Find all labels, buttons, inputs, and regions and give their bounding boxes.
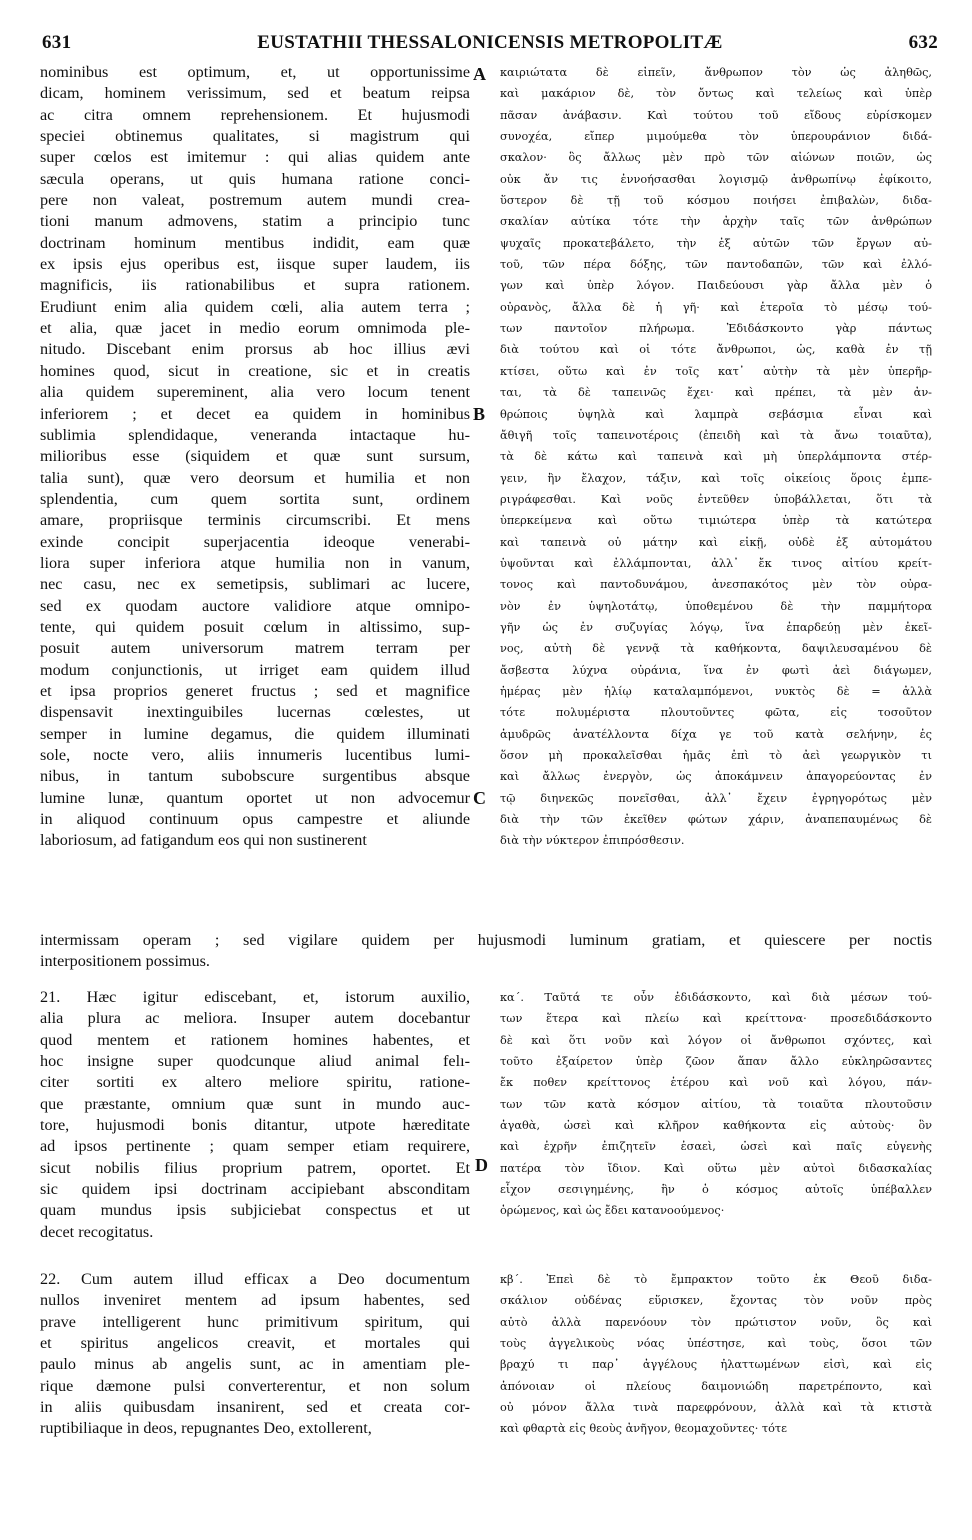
text-line: tioni manum admovens, statim a principio tunc xyxy=(40,212,470,231)
text-line: ἄσβεστα λύχνα οὐράνια, ἵνα ἐν φωτὶ ἀεὶ διάγωμεν, xyxy=(500,663,932,677)
text-line: lumine lunæ, quantum oportet ut non advocemur xyxy=(40,788,470,807)
text-line: βραχύ τι παρ᾽ ἀγγέλους ἠλαττωμένων εἰσὶ, καὶ εἰς xyxy=(500,1358,932,1372)
text-line: των τῶν κατὰ κόσμον αἰτίου, τὰ τοιαῦτα πλουτοῦσιν xyxy=(500,1097,932,1111)
text-line: nitudo. Discebant enim prorsus ab hoc illius ævi xyxy=(40,340,470,359)
text-line: nec casu, nec ex semetipsis, sublimari ac lucere, xyxy=(40,575,470,594)
text-line: καιριώτατα δὲ εἰπεῖν, ἄνθρωπον τὸν ὡς ἀληθῶς, xyxy=(500,66,932,79)
text-line: καὶ ἐχρῆν ἐπιζητεῖν ἐσαεὶ, ὡσεὶ καὶ παῖς εὐγενὴς xyxy=(500,1140,932,1154)
text-line: τοῦ, τῶν πέρα δόξης, τῶν παντοδαπῶν, τῶν καὶ ἐλλό- xyxy=(500,258,932,272)
text-line: dispensavit inextinguibiles lucernas cœlestes, ut xyxy=(40,703,470,722)
page-number-left: 631 xyxy=(42,32,72,53)
text-line: milioribus esse (siquidem et quæ sunt sursum, xyxy=(40,447,470,466)
text-line: ριγράφεσθαι. Καὶ νοῦς ἐντεῦθεν ὑποβάλλεται, ὅτι τὰ xyxy=(500,492,932,506)
text-line: modum conjunctionis, ut irriget eam quidem illud xyxy=(40,660,470,679)
text-line: posuit autem universorum matrem terram per xyxy=(40,639,470,658)
full-width-line-1: intermissam operam ; sed vigilare quidem per hujusmodi luminum gratiam, et quiescere per noctis xyxy=(40,931,932,949)
text-line: τοὺς ἀγγελικοὺς νόας ὑπέστησε, καὶ τοὺς, ὅσοι τῶν xyxy=(500,1337,932,1351)
text-line: ἔκ ποθεν κρείττονος ἑτέρου καὶ νοῦ καὶ λόγου, πάν- xyxy=(500,1076,932,1090)
text-line: amare, propriisque terminis circumscribi. Et mens xyxy=(40,511,470,530)
text-line: et spiritus angelicos creavit, et mortales qui xyxy=(40,1334,470,1353)
greek-column-top xyxy=(500,62,932,852)
text-line: συνοχέα, εἴπερ μιμούμεθα τὸν ὑπερουράνιον διδά- xyxy=(500,130,932,144)
text-line: splendentia, cum quem sortita sunt, ordinem xyxy=(40,489,470,508)
text-line: dicam, hominem verissimum, sed et beatum reipsa xyxy=(40,84,470,103)
page-number-right: 632 xyxy=(908,32,938,53)
text-line: nibus, in tantum subobscure surgentibus absque xyxy=(40,767,470,786)
text-line: οὐρανὸς, ἄλλα δὲ ἡ γῆ· καὶ ἑτεροῖα τὸ μέσῳ τού- xyxy=(500,300,932,314)
text-line: ὁρώμενος, καὶ ὡς ἔδει κατανοούμενος· xyxy=(500,1204,725,1218)
text-line: τοῦτο ἐξαίρετον ὑπὲρ ζῶον ἅπαν ἄλλο εὐκληρῶσαντες xyxy=(500,1055,932,1069)
latin-paragraph-21 xyxy=(40,987,470,1243)
full-width-line-2: interpositionem possimus. xyxy=(40,952,210,970)
text-line: decet recogitatus. xyxy=(40,1222,154,1241)
text-line: quod mentem et rationem homines habentes, et xyxy=(40,1030,470,1049)
text-line: super cœlos est imitemur : qui alias quidem ante xyxy=(40,148,470,167)
text-line: inferiorem ; et decet ea quidem in hominibus xyxy=(40,404,470,423)
section-marker-a: A xyxy=(473,64,486,84)
text-line: sicut nobilis filius proprium patrem, oportet. Et xyxy=(40,1158,470,1177)
text-line: tente, qui quidem posuit cœlum in altissimo, sup- xyxy=(40,617,470,636)
text-line: καὶ ταπεινὰ οὐ μάτην καὶ εἰκῇ, οὐδὲ ἐξ αὐτομάτου xyxy=(500,535,932,549)
text-line: paulo minus ab angelis sunt, ac in amentiam ple- xyxy=(40,1355,470,1374)
text-line: τὰ δὲ κάτω καὶ ταπεινὰ καὶ μὴ ὑπερλάμποντα στέρ- xyxy=(500,450,932,464)
text-line: pere non valeat, postremum autem mundi crea- xyxy=(40,191,470,210)
text-line: διὰ τὴν νύκτερον ἐπιπρόσθεσιν. xyxy=(500,834,685,848)
text-line: των ἕτερα καὶ πλείω καὶ κρείττονα· προσεδιδάσκοντο xyxy=(500,1012,932,1026)
section-marker-c: C xyxy=(473,788,486,808)
text-line: πᾶσαν ἀνάβασιν. Καὶ τούτου τοῦ εἴδους εὑρίσκομεν xyxy=(500,108,932,122)
text-line: ἀπόνοιαν οἱ πλείους δαιμονιώδη παρετρέποντο, καὶ xyxy=(500,1379,932,1393)
section-marker-b: B xyxy=(473,404,486,424)
text-line: δὲ καὶ ὅτι νοῦν καὶ λόγον οἱ ἄνθρωποι σχόντες, καὶ xyxy=(500,1033,932,1047)
text-line: semper in lumine degamus, die quidem illuminati xyxy=(40,724,470,743)
text-line: Erudiunt enim alia quidem cœli, alia autem terra ; xyxy=(40,297,470,316)
text-line: sole, nocte vero, aliis innumeris lucentibus lumi- xyxy=(40,746,470,764)
text-line: sed ex quodam auctore validiore atque omnipo- xyxy=(40,596,470,615)
text-line: 21. Hæc igitur ediscebant, et, istorum auxilio, xyxy=(40,988,470,1006)
text-line: doctrinam hominum mentibus indidit, eam quæ xyxy=(40,233,470,252)
text-line: homines quod, sicut in creatione, sic et in creatis xyxy=(40,361,470,380)
text-line: οὐκ ἄν τις ἐννοήσασθαι λογισμῷ ἀνθρωπίνῳ ἐφίκοιτο, xyxy=(500,172,932,186)
text-line: γειν, ἣν ἔλαχον, τάξιν, καὶ τοῖς οἰκείοις ὅροις ἐμπε- xyxy=(500,471,932,485)
text-line: καὶ φθαρτὰ εἰς θεοὺς ἀνῆγον, θεομαχοῦντες· τότε xyxy=(500,1422,788,1436)
text-line: νος, αὐτὴ δὲ γεννᾷ τὰ καθήκοντα, δαψιλευσαμένου δὲ xyxy=(500,642,932,656)
text-line: ac citra omnem reprehensionem. Et hujusmodi xyxy=(40,105,470,124)
text-line: κβ΄. Ἐπεὶ δὲ τὸ ἔμπρακτον τοῦτο ἐκ Θεοῦ διδα- xyxy=(500,1273,932,1286)
text-line: exinde concipit superjacentia ideoque venerabi- xyxy=(40,532,470,551)
text-line: hoc insigne super quodcunque aliud animal felı- xyxy=(40,1052,470,1071)
text-line: κα΄. Ταῦτά τε οὖν ἐδιδάσκοντο, καὶ διὰ μέσων τού- xyxy=(500,991,932,1004)
text-line: ἡμέρας μὲν ἡλίῳ καταλαμπόμενοι, νυκτὸς δὲ = ἀλλὰ xyxy=(500,684,932,698)
text-line: ὕστερον δὲ τῇ τοῦ κόσμου ποιήσει ἐπιβαλὼν, διδα- xyxy=(500,194,932,208)
text-line: in aliquod continuum opus campestre et aliunde xyxy=(40,810,470,829)
text-line: διὰ τούτου καὶ οἱ τότε ἄνθρωποι, ὡς, καθὰ ἐν τῇ xyxy=(500,343,932,357)
text-line: prave intelligerent hunc primitivum spiritum, qui xyxy=(40,1312,470,1331)
greek-paragraph-22 xyxy=(500,1269,932,1440)
text-line: ἄθιγῆ τοῖς ταπεινοτέροις (ἐπειδὴ καὶ τὰ ἄνω τοιαῦτα), xyxy=(500,428,932,442)
text-line: 22. Cum autem illud efficax a Deo documentum xyxy=(40,1270,470,1288)
text-line: liora super inferiora atque humilia non in vanum, xyxy=(40,553,470,572)
text-line: ex ipsis ejus operibus est, iisque super laudem, iis xyxy=(40,255,470,274)
text-line: ἀγαθὰ, ὡσεὶ καὶ κλῆρον καθήκοντα εἰς αὐτοὺς· ὃν xyxy=(500,1119,932,1133)
text-line: alia plura ac meliora. Insuper autem docebantur xyxy=(40,1009,470,1028)
running-header xyxy=(42,32,938,58)
text-line: sublimia splendidaque, veneranda intactaque hu- xyxy=(40,425,470,444)
latin-paragraph-22 xyxy=(40,1269,470,1440)
text-line: τότε πολυμέριστα πλουτοῦντες φῶτα, εἰς τοσοῦτον xyxy=(500,706,932,720)
greek-paragraph-21 xyxy=(500,987,932,1222)
text-line: γων καὶ ὑπὲρ λόγον. Παιδεύουσι γὰρ ἄλλα μὲν ὁ xyxy=(500,279,932,293)
text-line: nominibus est optimum, et, ut opportunissime xyxy=(40,63,470,81)
running-title: EUSTATHII THESSALONICENSIS METROPOLITÆ xyxy=(257,32,723,53)
text-line: in aliis quibusdam insanirent, sed et creata cor- xyxy=(40,1398,470,1417)
text-line: αὐτὸ ἀλλὰ παρενόουν τὸν πρώτιστον νοῦν, ὃς καὶ xyxy=(500,1315,932,1329)
text-line: speciei obtinemus qualitates, si magistrum qui xyxy=(40,127,470,146)
text-line: alia quidem supereminent, alia vero locum tenent xyxy=(40,383,470,402)
text-line: talia sunt), quæ vero deorsum et humilia et non xyxy=(40,468,470,487)
text-line: καὶ ἄλλως ἐνεργὸν, ὡς ἀποκάμνειν ἀπαγορεύοντας ἐν xyxy=(500,770,932,784)
text-line: et ipsa proprios generet fructus ; sed et magnifice xyxy=(40,681,470,700)
section-marker-d: D xyxy=(475,1155,488,1175)
text-line: nullos inveniret mentem ad ipsum habentes, sed xyxy=(40,1291,470,1310)
text-line: εἶχον σεσιγημένης, ἣν ὁ κόσμος αὐτοῖς ὑπέβαλλεν xyxy=(500,1183,932,1197)
text-line: τῷ διηνεκῶς πονεῖσθαι, ἀλλ᾽ ἔχειν ἐγρηγορότως μὲν xyxy=(500,791,932,805)
text-line: ὑπερκείμενα καὶ οὕτω τιμιώτερα ὑπὲρ τὰ κατώτερα xyxy=(500,514,932,528)
text-line: ruptibiliaque in deos, repugnantes Deo, extollerent, xyxy=(40,1419,372,1438)
latin-column-top xyxy=(40,62,470,852)
text-line: κτίσει, οὕτω καὶ ἐν τοῖς κατ᾽ αὐτὴν τὰ μὲν ὑπερῆρ- xyxy=(500,364,932,378)
text-line: σκάλιον οὐδένας εὕρισκεν, ἔχοντας τὸν νοῦν πρὸς xyxy=(500,1294,932,1308)
text-line: ὅσον μὴ προκαλεῖσθαι ἡμᾶς ἐπὶ τὸ ἀεὶ γεωργικὸν τι xyxy=(500,749,932,762)
text-line: ἀμυδρῶς ἀνατέλλοντα δίχα γε τοῦ κατὰ σελήνην, ἐς xyxy=(500,727,932,741)
text-line: tore, hujusmodi bonis ditantur, utpote hæreditate xyxy=(40,1116,470,1135)
text-line: ὑψοῦνται καὶ ἐλλάμπονται, ἀλλ᾽ ἔκ τινος αἰτίου κρείτ- xyxy=(500,556,932,570)
text-line: magnificis, iis rationabilibus et supra rationem. xyxy=(40,276,470,295)
text-line: οὐ μόνον ἄλλα τινὰ παρεφρόνουν, ἀλλὰ καὶ τὰ κτιστὰ xyxy=(500,1401,932,1415)
text-line: σκαλίαν αὐτίκα τότε τὴν ἀρχὴν ταῖς τῶν ἀνθρώπων xyxy=(500,215,932,229)
text-line: ad ipsos pertinente ; quam semper etiam requirere, xyxy=(40,1137,470,1156)
text-line: et alia, quæ jacet in medio eorum omnimoda ple- xyxy=(40,319,470,338)
text-line: rique dæmone pulsi converterentur, et non solum xyxy=(40,1376,470,1395)
text-line: των παντοῖον πλήρωμα. Ἐδιδάσκοντο γὰρ πάντως xyxy=(500,322,932,336)
text-line: sæcula operans, ut quis humana ratione conci- xyxy=(40,169,470,188)
text-line: νὸν ἐν ὑψηλοτάτῳ, ὑποθεμένου δὲ τὴν παμμήτορα xyxy=(500,599,932,613)
text-line: que præstante, omnium quæ sunt in mundo auc- xyxy=(40,1094,470,1113)
text-line: ψυχαῖς προκατεβάλετο, τὴν ἐξ αὐτῶν τῶν ἔργων αὐ- xyxy=(500,236,932,250)
text-line: laboriosum, ad fatigandum eos qui non sustinerent xyxy=(40,831,367,850)
text-line: πατέρα τὸν ἴδιον. Καὶ οὕτω μὲν αὐτοὶ διδασκαλίας xyxy=(500,1161,932,1175)
text-line: sic quidem ipsi doctrinam accipiebant absconditam xyxy=(40,1180,470,1199)
text-line: quam mundus ipsis subjiciebat conspectus et ut xyxy=(40,1201,470,1220)
text-line: γῆν ὡς ἐν συζυγίας λόγῳ, ἵνα ἐπαρδεύῃ μὲν ἐκεῖ- xyxy=(500,620,932,634)
text-line: καὶ μακάριον δὲ, τὸν ὄντως καὶ τελείως καὶ ὑπὲρ xyxy=(500,87,932,101)
text-line: τονος καὶ παντοδυνάμου, ἀνεσπακότος μὲν τὸν οὐρα- xyxy=(500,578,932,592)
text-line: ται, τὰ δὲ ταπεινῶς ἔχει· καὶ πρέπει, τὰ μὲν ἀν- xyxy=(500,386,932,400)
text-line: citer sortiti ex altero meliore spiritu, ratione- xyxy=(40,1073,470,1092)
text-line: θρώποις ὑψηλὰ καὶ λαμπρὰ σεβάσμια εἶναι καὶ xyxy=(500,407,932,421)
text-line: διὰ τὴν τῶν ἐκεῖθεν φώτων χάριν, ἀναπεπαυμένως δὲ xyxy=(500,813,932,827)
text-line: σκαλον· ὃς ἄλλως μὲν πρὸ τῶν αἰώνων ποιῶν, ὡς xyxy=(500,151,932,165)
